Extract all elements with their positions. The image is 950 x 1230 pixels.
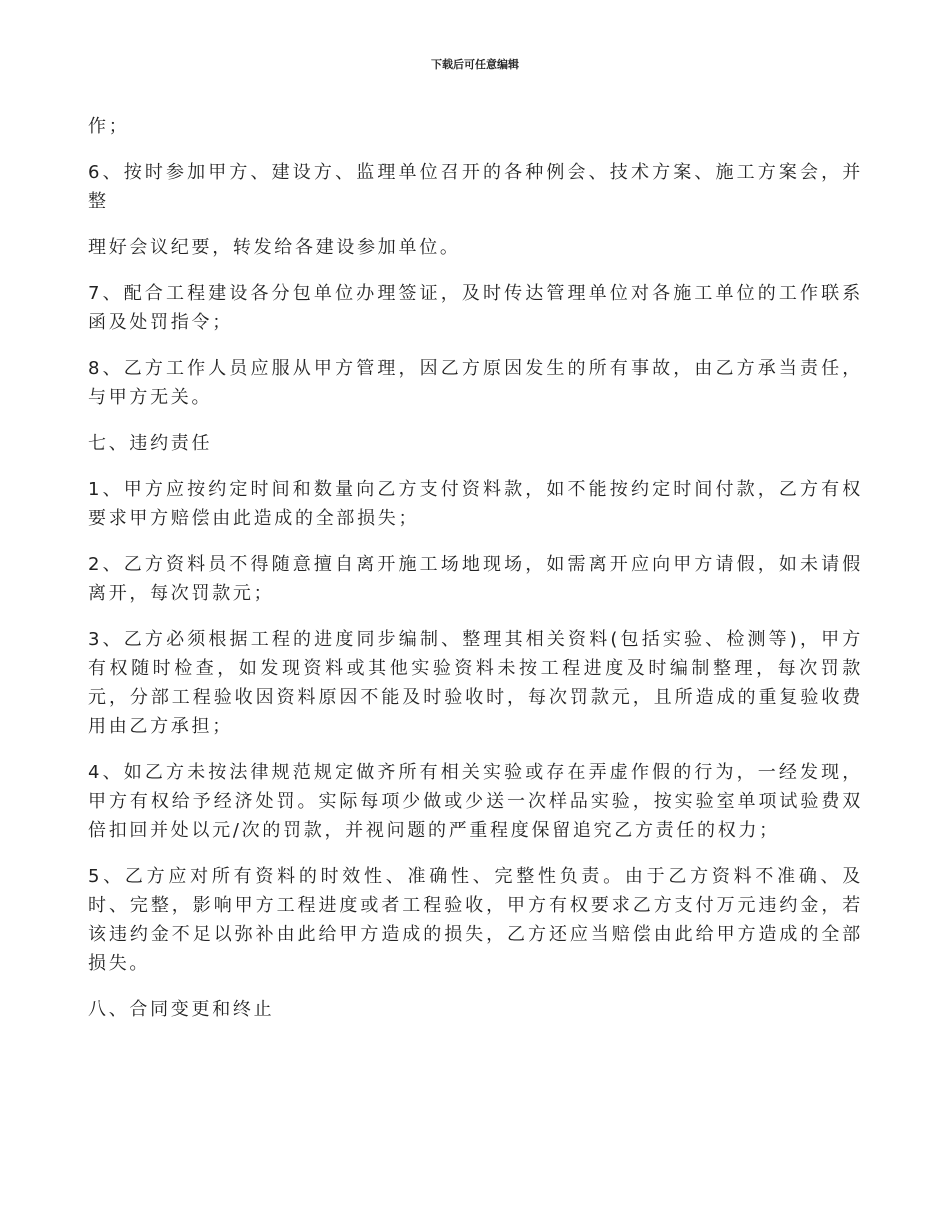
- section-heading-contract-change: 八、合同变更和终止: [88, 999, 275, 1020]
- paragraph-item-6: 6、按时参加甲方、建设方、监理单位召开的各种例会、技术方案、施工方案会，并整: [88, 162, 863, 212]
- section-heading-breach-liability: 七、违约责任: [88, 433, 213, 454]
- paragraph-breach-3: 3、乙方必须根据工程的进度同步编制、整理其相关资料(包括实验、检测等)，甲方有权随时检查，如发现资料或其他实验资料未按工程进度及时编制整理，每次罚款元，分部工程验收因资料原因不能及时验收时，每次罚款元，且所造成的重复验收费用由乙方承担；: [88, 629, 863, 737]
- paragraph-continuation: 作；: [88, 116, 130, 137]
- paragraph-item-8: 8、乙方工作人员应服从甲方管理，因乙方原因发生的所有事故，由乙方承当责任，与甲方无关。: [88, 358, 863, 408]
- paragraph-breach-4: 4、如乙方未按法律规范规定做齐所有相关实验或存在弄虚作假的行为，一经发现，甲方有权给予经济处罚。实际每项少做或少送一次样品实验，按实验室单项试验费双倍扣回并处以元/次的罚款，并视问题的严重程度保留追究乙方责任的权力；: [88, 762, 863, 841]
- paragraph-item-6-continued: 理好会议纪要，转发给各建设参加单位。: [88, 237, 461, 258]
- document-body: [88, 112, 863, 1041]
- page-header: 下载后可任意编辑: [431, 58, 519, 71]
- paragraph-breach-5: 5、乙方应对所有资料的时效性、准确性、完整性负责。由于乙方资料不准确、及时、完整，影响甲方工程进度或者工程验收，甲方有权要求乙方支付万元违约金，若该违约金不足以弥补由此给甲方造成的损失，乙方还应当赔偿由此给甲方造成的全部损失。: [88, 866, 863, 974]
- paragraph-item-7: 7、配合工程建设各分包单位办理签证，及时传达管理单位对各施工单位的工作联系函及处罚指令；: [88, 283, 863, 333]
- paragraph-breach-2: 2、乙方资料员不得随意擅自离开施工场地现场，如需离开应向甲方请假，如未请假离开，每次罚款元；: [88, 554, 863, 604]
- paragraph-breach-1: 1、甲方应按约定时间和数量向乙方支付资料款，如不能按约定时间付款，乙方有权要求甲方赔偿由此造成的全部损失；: [88, 479, 863, 529]
